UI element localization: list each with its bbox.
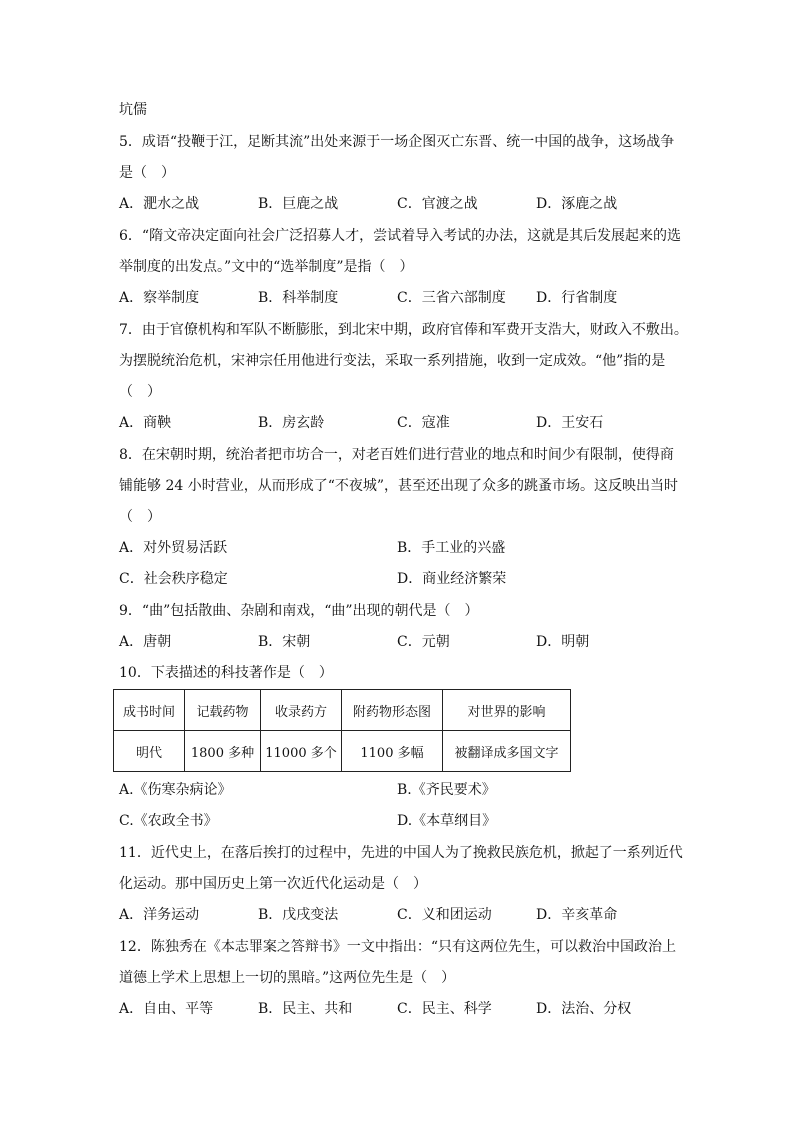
q7-stem-line-3: （ ） [119, 384, 161, 400]
q5-stem-line-1: 5．成语“投鞭于江，足断其流”出处来源于一场企图灭亡东晋、统一中国的战争，这场战争 [119, 134, 675, 150]
q6-option-a[interactable]: A．察举制度 [119, 290, 200, 306]
q6-option-c[interactable]: C．三省六部制度 [397, 290, 506, 306]
q10-stem: 10．下表描述的科技著作是（ ） [119, 665, 333, 681]
q8-option-a[interactable]: A．对外贸易活跃 [119, 540, 228, 556]
q11-option-c[interactable]: C．义和团运动 [397, 907, 492, 923]
q6-option-b[interactable]: B．科举制度 [258, 290, 339, 306]
table-cell: 被翻译成多国文字 [443, 731, 571, 772]
q7-option-d[interactable]: D．王安石 [536, 415, 604, 431]
q6-stem-line-1: 6．“隋文帝决定面向社会广泛招募人才，尝试着导入考试的办法，这就是其后发展起来的选 [119, 228, 682, 244]
table-header-cell: 附药物形态图 [342, 690, 443, 731]
q10-option-b[interactable]: B.《齐民要术》 [397, 782, 496, 798]
q11-stem-line-2: 化运动。那中国历史上第一次近代化运动是（ ） [119, 876, 427, 892]
q8-option-c[interactable]: C．社会秩序稳定 [119, 571, 228, 587]
q5-option-b[interactable]: B．巨鹿之战 [258, 196, 339, 212]
q11-option-b[interactable]: B．戊戌变法 [258, 907, 339, 923]
q11-option-d[interactable]: D．辛亥革命 [536, 907, 618, 923]
q10-option-d[interactable]: D.《本草纲目》 [397, 813, 497, 829]
q8-option-b[interactable]: B．手工业的兴盛 [397, 540, 506, 556]
q12-option-d[interactable]: D．法治、分权 [536, 1001, 632, 1017]
herbal-book-table [113, 689, 571, 772]
q10-option-a[interactable]: A.《伤寒杂病论》 [119, 782, 232, 798]
table-cell: 1100 多幅 [342, 731, 443, 772]
q12-option-a[interactable]: A．自由、平等 [119, 1001, 214, 1017]
q7-stem-line-2: 为摆脱统治危机，宋神宗任用他进行变法，采取一系列措施，收到一定成效。“他”指的是 [119, 353, 666, 369]
q12-stem-line-1: 12．陈独秀在《本志罪案之答辩书》一文中指出：“只有这两位先生，可以救治中国政治上 [119, 939, 676, 955]
q7-option-c[interactable]: C．寇准 [397, 415, 450, 431]
q8-stem-line-2: 铺能够 24 小时营业，从而形成了“不夜城”，甚至还出现了众多的跳蚤市场。这反映出当时 [119, 478, 679, 494]
q10-option-c[interactable]: C.《农政全书》 [119, 813, 218, 829]
q5-option-c[interactable]: C．官渡之战 [397, 196, 478, 212]
table-header-cell: 记载药物 [185, 690, 261, 731]
table-header-cell: 对世界的影响 [443, 690, 571, 731]
q6-option-d[interactable]: D．行省制度 [536, 290, 618, 306]
table-header-cell: 成书时间 [114, 690, 185, 731]
q9-option-c[interactable]: C．元朝 [397, 634, 450, 650]
table-header-cell: 收录药方 [261, 690, 342, 731]
q12-stem-line-2: 道德上学术上思想上一切的黑暗。”这两位先生是（ ） [119, 970, 456, 986]
q7-stem-line-1: 7．由于官僚机构和军队不断膨胀，到北宋中期，政府官俸和军费开支浩大，财政入不敷出。 [119, 322, 688, 338]
q8-option-d[interactable]: D．商业经济繁荣 [397, 571, 507, 587]
q9-option-a[interactable]: A．唐朝 [119, 634, 172, 650]
q12-option-b[interactable]: B．民主、共和 [258, 1001, 353, 1017]
q5-stem-line-2: 是（ ） [119, 165, 175, 181]
q5-option-d[interactable]: D．涿鹿之战 [536, 196, 618, 212]
q11-option-a[interactable]: A．洋务运动 [119, 907, 200, 923]
q9-stem: 9．“曲”包括散曲、杂剧和南戏，“曲”出现的朝代是（ ） [119, 603, 479, 619]
q12-option-c[interactable]: C．民主、科学 [397, 1001, 492, 1017]
q8-stem-line-3: （ ） [119, 509, 161, 525]
intro-fragment: 坑儒 [119, 102, 147, 118]
table-row [114, 731, 571, 772]
q11-stem-line-1: 11．近代史上，在落后挨打的过程中，先进的中国人为了挽救民族危机，掀起了一系列近代 [119, 845, 683, 861]
q5-option-a[interactable]: A．淝水之战 [119, 196, 200, 212]
q6-stem-line-2: 举制度的出发点。”文中的“选举制度”是指（ ） [119, 259, 414, 275]
table-header-row [114, 690, 571, 731]
q8-stem-line-1: 8．在宋朝时期，统治者把市坊合一，对老百姓们进行营业的地点和时间少有限制，使得商 [119, 447, 674, 463]
q9-option-d[interactable]: D．明朝 [536, 634, 590, 650]
q7-option-a[interactable]: A．商鞅 [119, 415, 172, 431]
q9-option-b[interactable]: B．宋朝 [258, 634, 311, 650]
table-cell: 11000 多个 [261, 731, 342, 772]
q7-option-b[interactable]: B．房玄龄 [258, 415, 325, 431]
table-cell: 1800 多种 [185, 731, 261, 772]
table-cell: 明代 [114, 731, 185, 772]
